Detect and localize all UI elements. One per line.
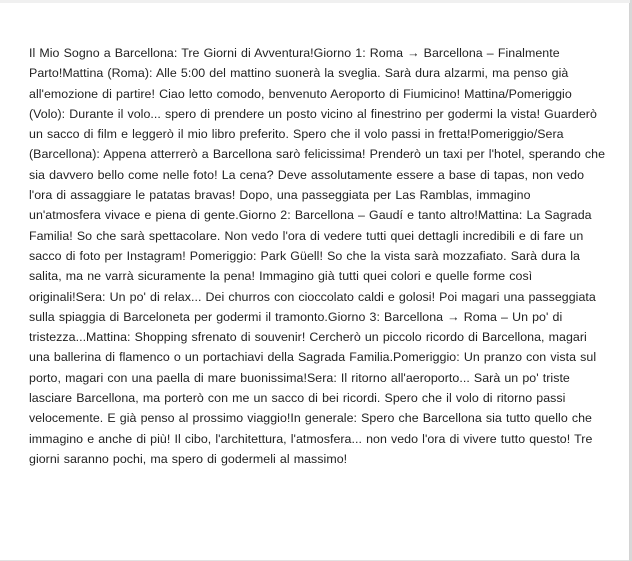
top-divider: [0, 0, 632, 3]
travel-diary-text: Il Mio Sogno a Barcellona: Tre Giorni di Avventura!Giorno 1: Roma → Barcellona – Finalmente Parto!Mattina (Roma): Alle 5:00 del mattino suonerà la sveglia. Sarà dura alzarmi, ma penso già all'emozione di partire! Ciao letto comodo, benvenuto Aeroporto di Fiumicino! Mattina/Pomeriggio (Volo): Durante il volo... spero di prendere un posto vicino al finestrino per godermi la vista! Guarderò un sacco di film e leggerò il mio libro preferito. Spero che il volo passi in fretta!Pomeriggio/Sera (Barcellona): Appena atterrerò a Barcellona sarò felicissima! Prenderò un taxi per l'hotel, sperando che sia davvero bello come nelle foto! La cena? Deve assolutamente essere a base di tapas, non vedo l'ora di assaggiare le patatas bravas! Dopo, una passeggiata per Las Ramblas, immagino un'atmosfera vivace e piena di gente.Giorno 2: Barcellona – Gaudí e tanto altro!Mattina: La Sagrada Familia! So che sarà spettacolare. Non vedo l'ora di vedere tutti quei dettagli incredibili e di fare un sacco di foto per Instagram! Pomeriggio: Park Güell! So che la vista sarà mozzafiato. Sarà dura la salita, ma ne varrà sicuramente la pena! Immagino già tutti quei colori e quelle forme così originali!Sera: Un po' di relax... Dei churros con cioccolato caldi e golosi! Poi magari una passeggiata sulla spiaggia di Barceloneta per godermi il tramonto.Giorno 3: Barcellona → Roma – Un po' di tristezza...Mattina: Shopping sfrenato di souvenir! Cercherò un piccolo ricordo di Barcellona, magari una ballerina di flamenco o un portachiavi della Sagrada Familia.Pomeriggio: Un pranzo con vista sul porto, magari con una paella di mare buonissima!Sera: Il ritorno all'aeroporto... Sarà un po' triste lasciare Barcellona, ma porterò con me un sacco di bei ricordi. Spero che il volo di ritorno passi velocemente. E già penso al prossimo viaggio!In generale: Spero che Barcellona sia tutto quello che immagino e anche di più! Il cibo, l'architettura, l'atmosfera... non vedo l'ora di vivere tutto questo! Tre giorni saranno pochi, ma spero di godermeli al massimo!: [29, 46, 606, 466]
